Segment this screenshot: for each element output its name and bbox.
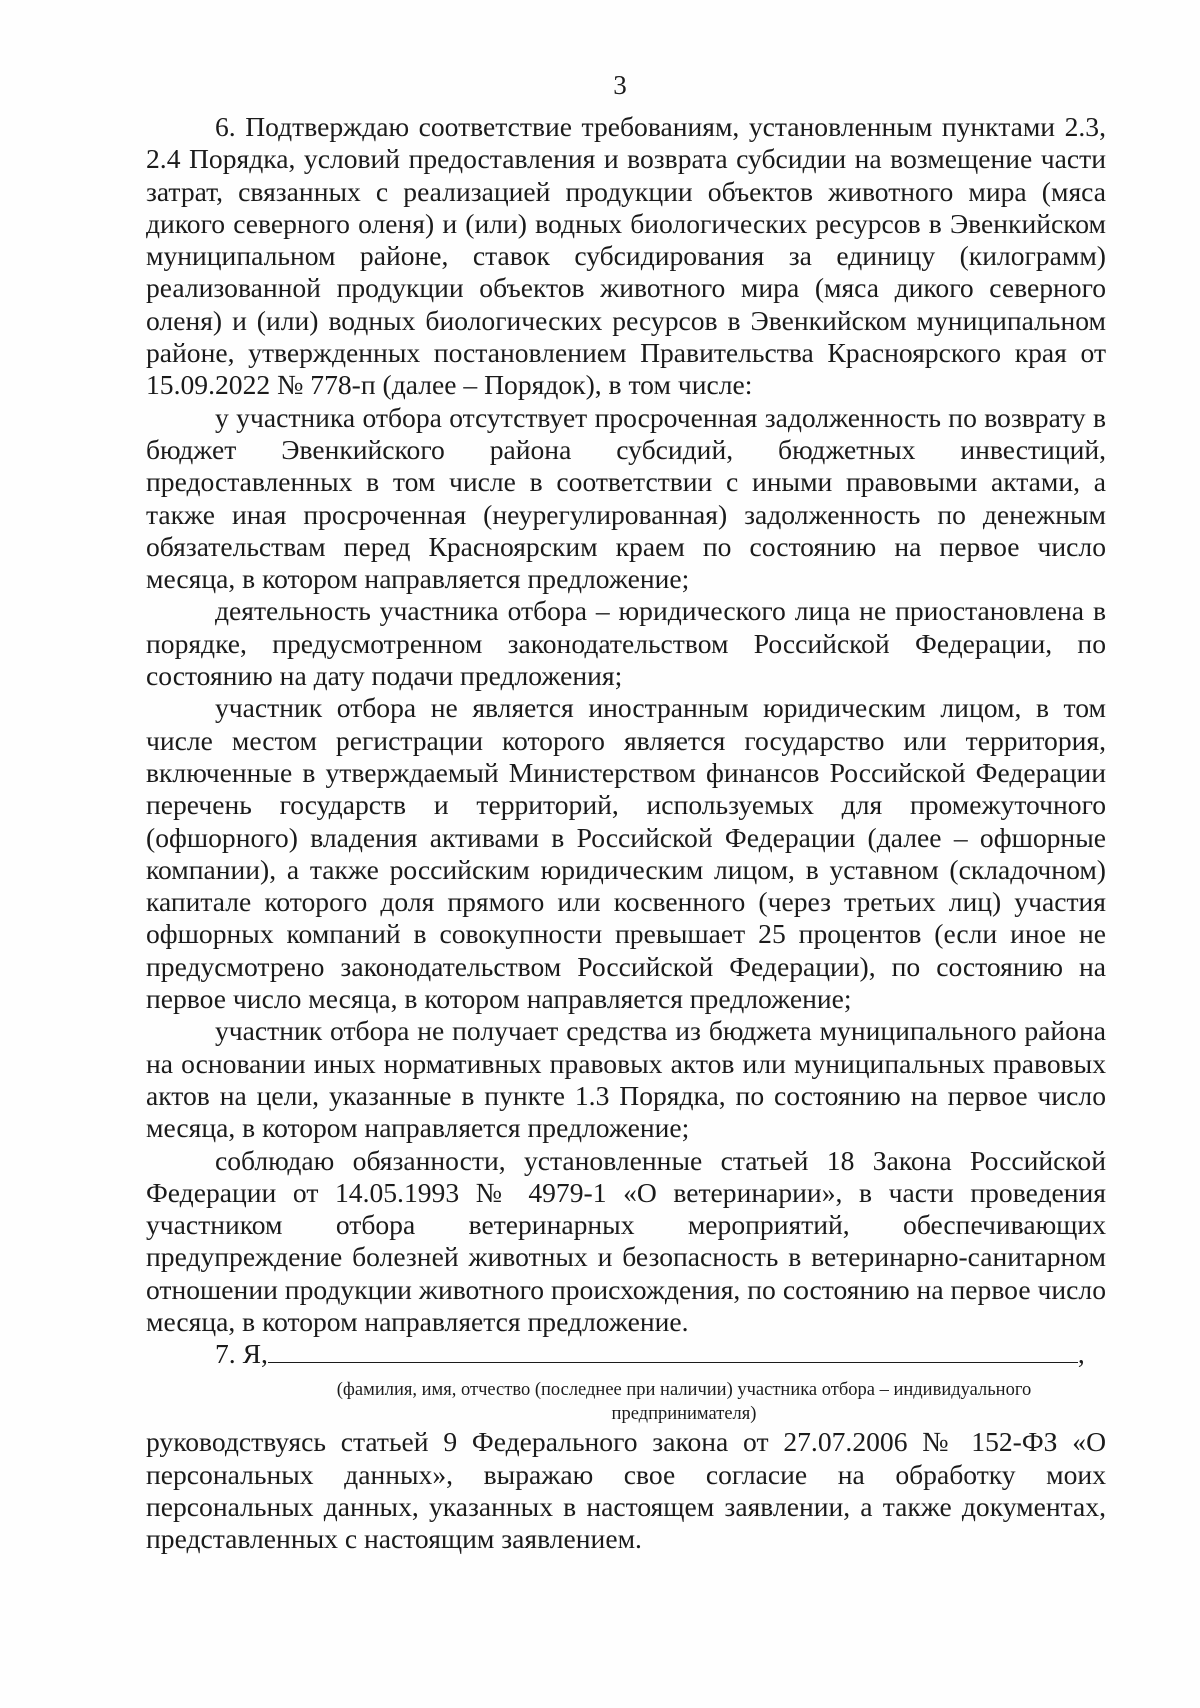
caption-line-2: предпринимателя) <box>611 1404 757 1425</box>
paragraph-not-foreign-entity: участник отбора не является иностранным юридическим лицом, в том числе местом регистрации которого является государство или территория, включенные в утверждаемый Министерством финансов Российской Федерации перечень государств и территорий, используемых для промежуточного (офшорного) владения активами в Российской Федерации (далее – офшорные компании), а также российским юридическим лицом, в уставном (складочном) капитале которого доля прямого или косвенного (через третьих лиц) участия офшорных компаний в совокупности превышает 25 процентов (если иное не предусмотрено законодательством Российской Федерации), по состоянию на первое число месяца, в котором направляется предложение; <box>146 692 1106 1015</box>
paragraph-not-suspended: деятельность участника отбора – юридического лица не приостановлена в порядке, предусмотренном законодательством Российской Федерации, по состоянию на дату подачи предложения; <box>146 595 1106 692</box>
page-number: 3 <box>613 70 627 100</box>
paragraph-no-debt: у участника отбора отсутствует просроченная задолженность по возврату в бюджет Эвенкийского района субсидий, бюджетных инвестиций, предоставленных в том числе в соответствии с иными правовыми актами, а также иная просроченная (неурегулированная) задолженность по денежным обязательствам перед Красноярским краем по состоянию на первое число месяца, в котором направляется предложение; <box>146 401 1106 595</box>
paragraph-no-other-funds: участник отбора не получает средства из бюджета муниципального района на основании иных нормативных правовых актов или муниципальных правовых актов на цели, указанные в пункте 1.3 Порядка, по состоянию на первое число месяца, в котором направляется предложение; <box>146 1015 1106 1144</box>
caption-line-1: (фамилия, имя, отчество (последнее при наличии) участника отбора – индивидуального <box>336 1380 1032 1401</box>
document-body <box>146 111 1106 1555</box>
item-7-comma: , <box>1077 1338 1085 1370</box>
name-blank-line[interactable] <box>268 1340 1078 1363</box>
item-7-line <box>146 1338 1106 1370</box>
name-field-caption <box>146 1378 1094 1426</box>
paragraph-consent: руководствуясь статьей 9 Федерального закона от 27.07.2006 № 152-ФЗ «О персональных данных», выражаю свое согласие на обработку моих персональных данных, указанных в настоящем заявлении, а также документах, представленных с настоящим заявлением. <box>146 1426 1106 1555</box>
item-7-label: 7. Я, <box>215 1338 268 1370</box>
paragraph-item-6: 6. Подтверждаю соответствие требованиям, установленным пунктами 2.3, 2.4 Порядка, условий предоставления и возврата субсидии на возмещение части затрат, связанных с реализацией продукции объектов животного мира (мяса дикого северного оленя) и (или) водных биологических ресурсов в Эвенкийском муниципальном районе, ставок субсидирования за единицу (килограмм) реализованной продукции объектов животного мира (мяса дикого северного оленя) и (или) водных биологических ресурсов в Эвенкийском муниципальном районе, утвержденных постановлением Правительства Красноярского края от 15.09.2022 № 778-п (далее – Порядок), в том числе: <box>146 111 1106 401</box>
paragraph-veterinary-duties: соблюдаю обязанности, установленные статьей 18 Закона Российской Федерации от 14.05.1993 № 4979-1 «О ветеринарии», в части проведения участником отбора ветеринарных мероприятий, обеспечивающих предупреждение болезней животных и безопасность в ветеринарно-санитарном отношении продукции животного происхождения, по состоянию на первое число месяца, в котором направляется предложение. <box>146 1144 1106 1337</box>
